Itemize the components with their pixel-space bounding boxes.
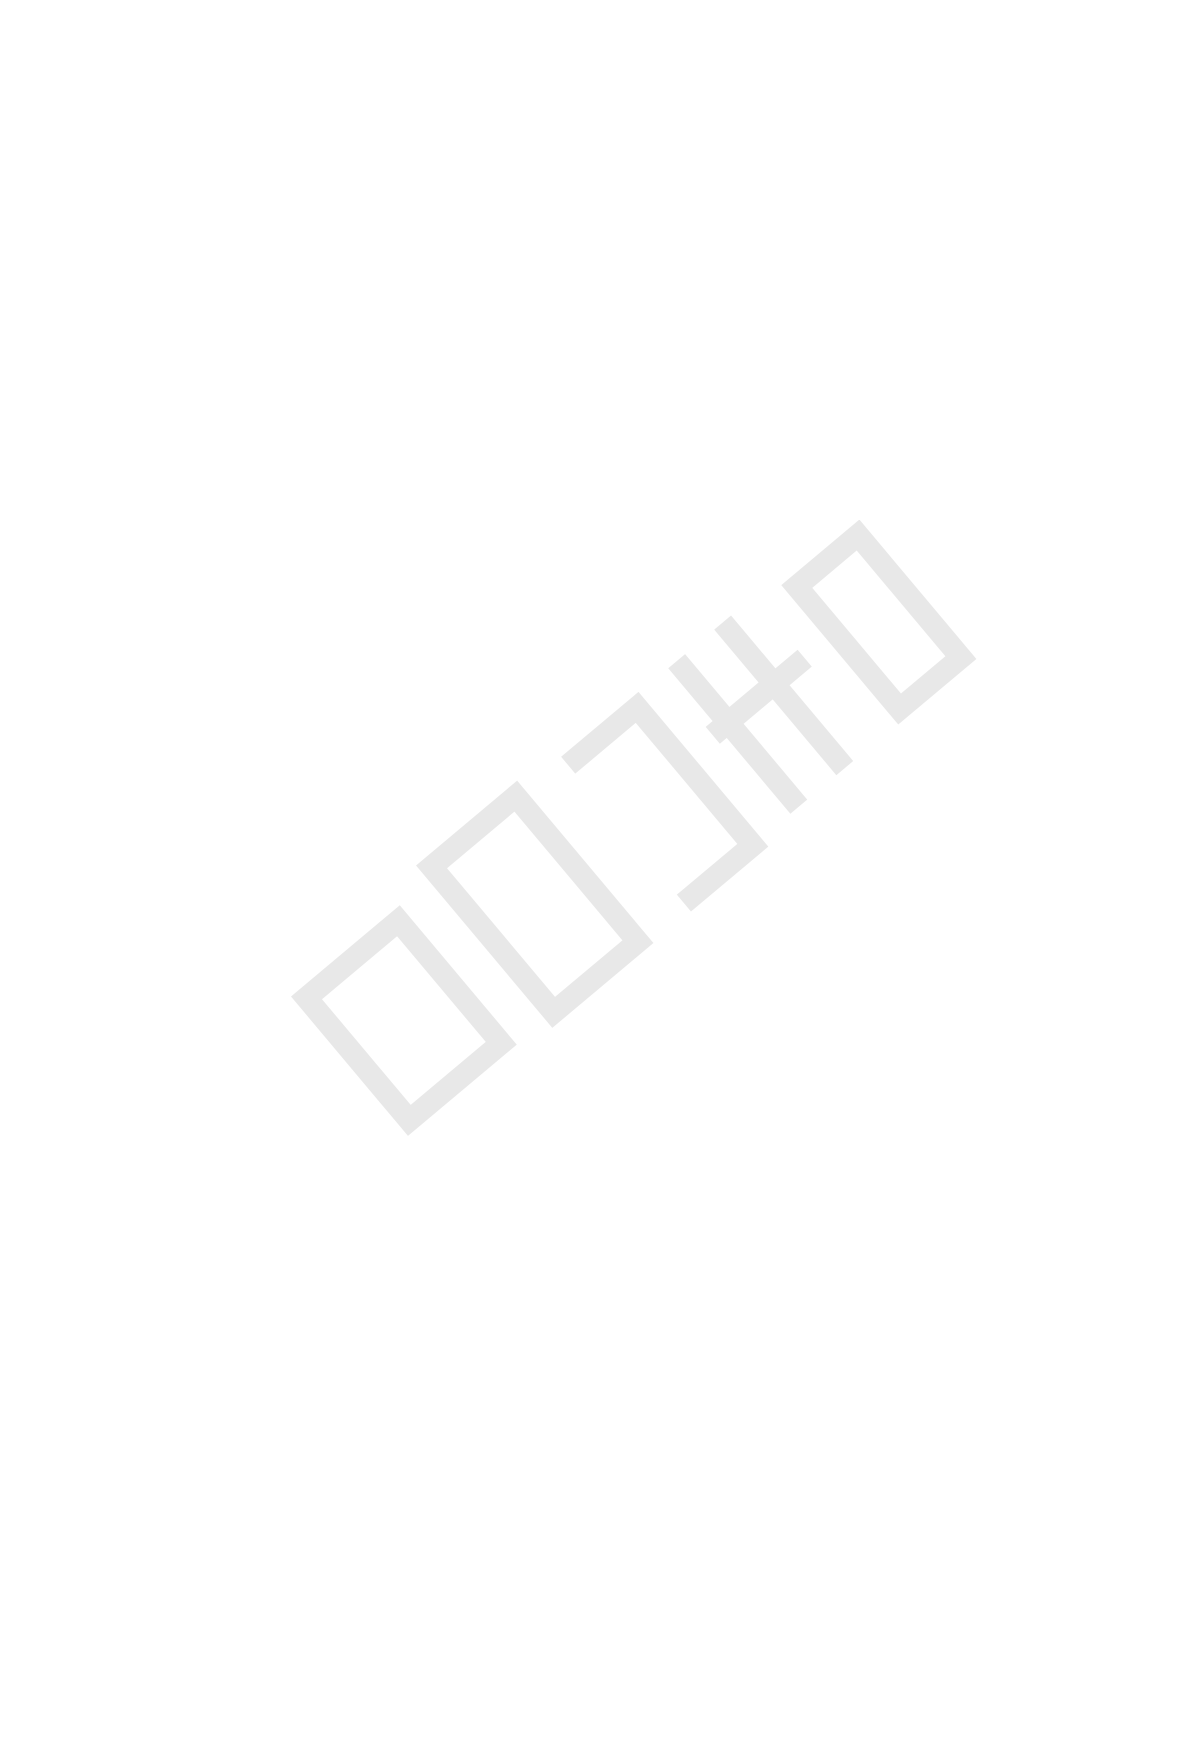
watermark-graphic [180, 520, 1080, 1220]
